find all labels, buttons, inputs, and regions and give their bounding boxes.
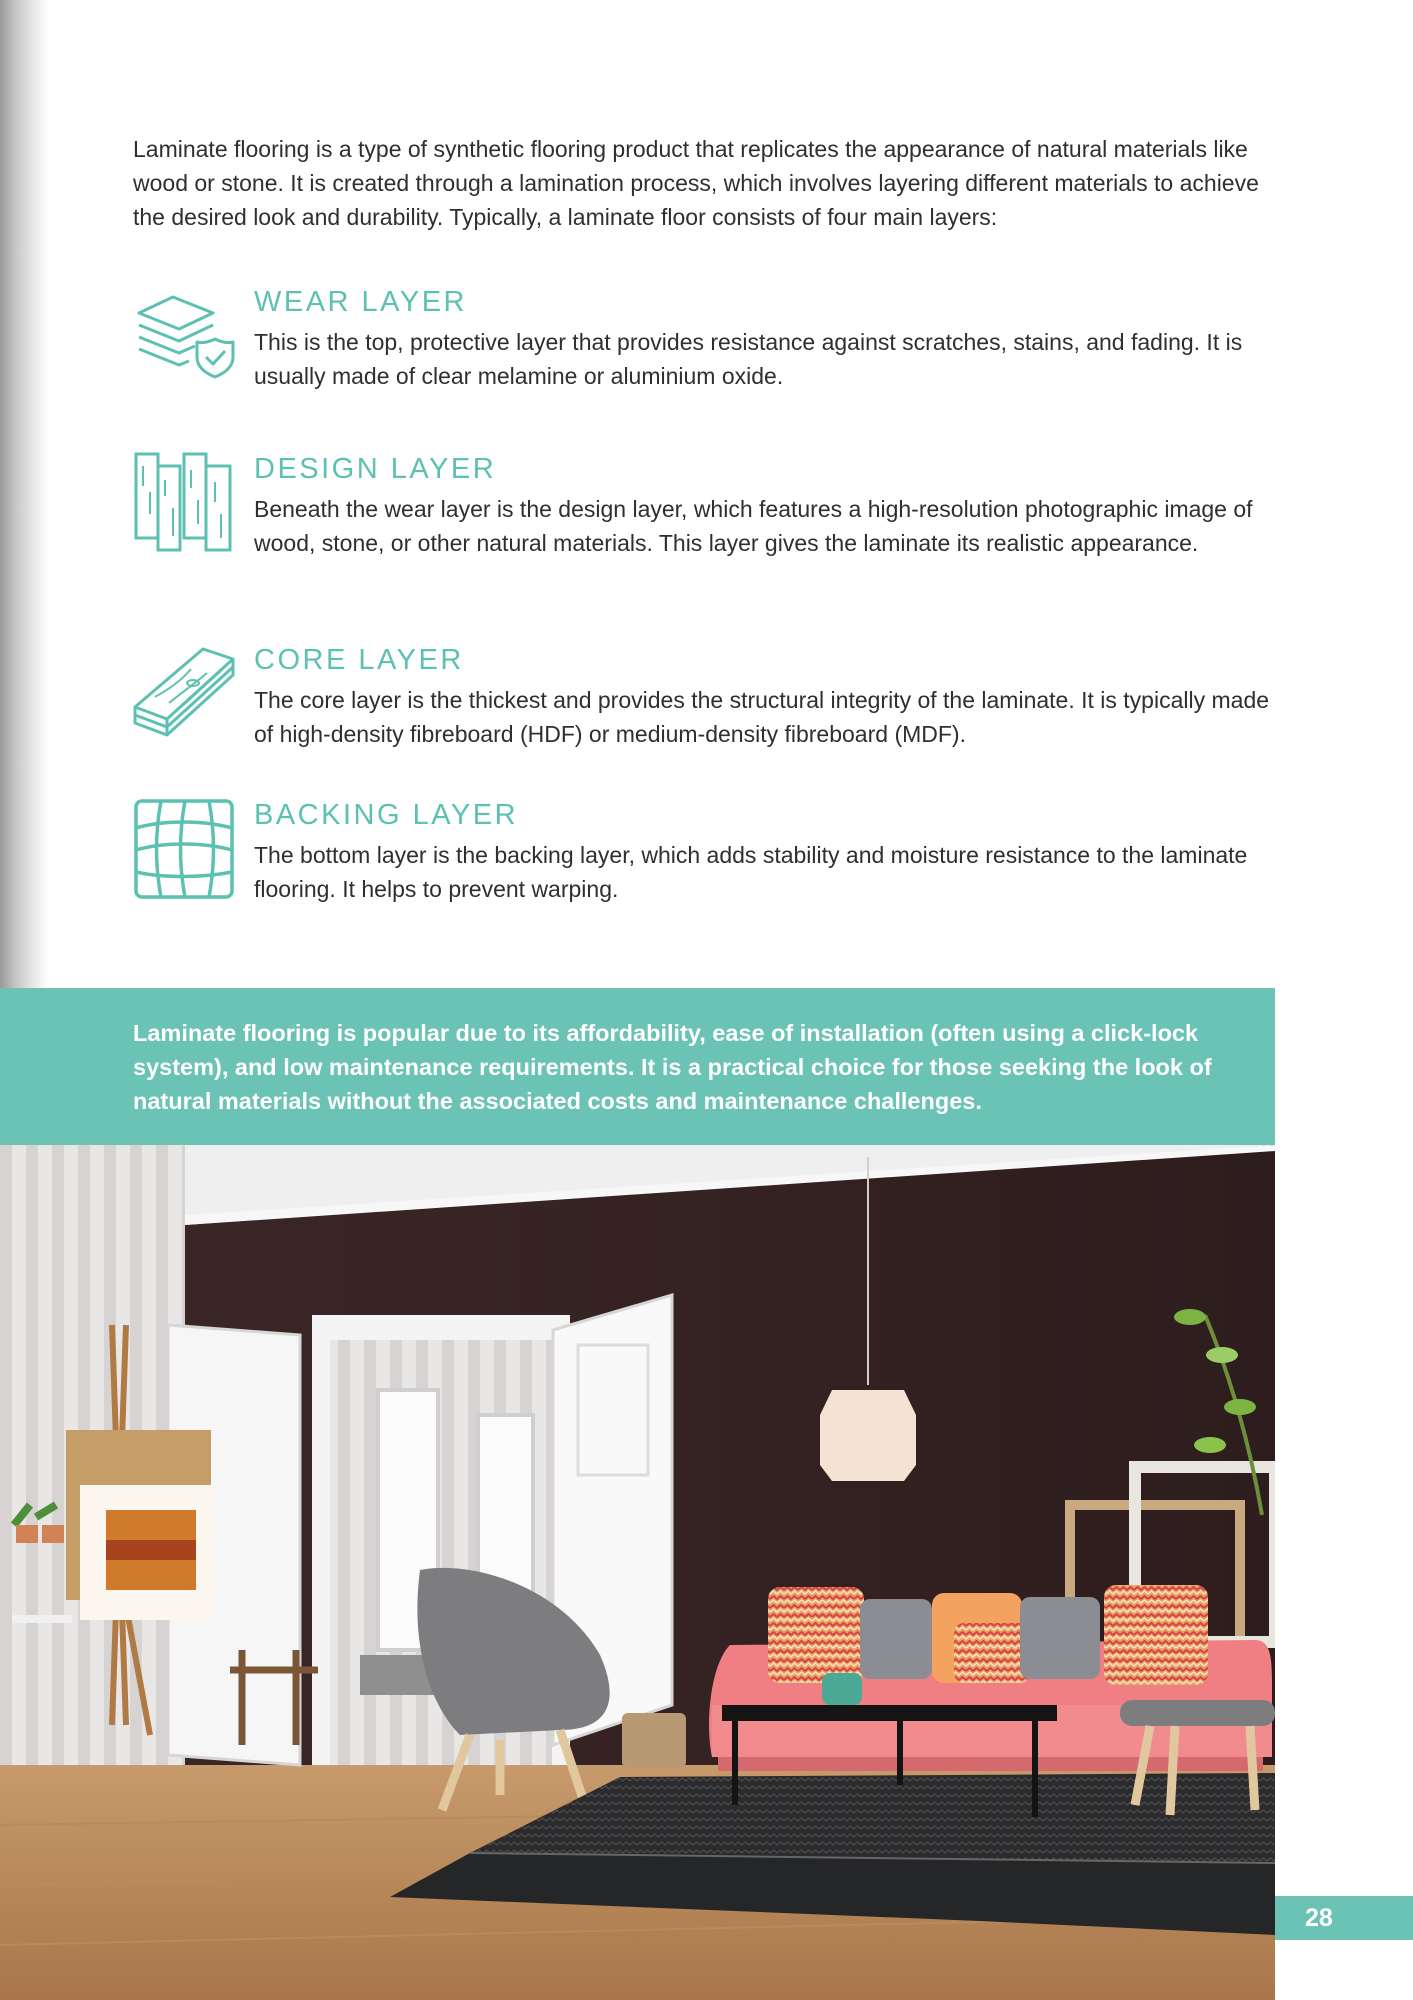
planks-icon xyxy=(133,452,235,554)
layer-title: CORE LAYER xyxy=(254,644,464,676)
layer-title: WEAR LAYER xyxy=(254,286,468,318)
layer-title: DESIGN LAYER xyxy=(254,453,497,485)
layer-body: The bottom layer is the backing layer, which adds stability and moisture resistance to the laminate flooring. It helps to prevent warping. xyxy=(254,842,1248,902)
layers-shield-icon xyxy=(133,285,235,387)
layer-body: Beneath the wear layer is the design layer, which features a high-resolution photographic image of wood, stone, or other natural materials. This layer gives the laminate its realistic appearance. xyxy=(254,496,1253,556)
layer-body: This is the top, protective layer that provides resistance against scratches, stains, and fading. It is usually made of clear melamine or aluminium oxide. xyxy=(254,329,1243,389)
living-room-photo xyxy=(0,1145,1275,2000)
layer-title: BACKING LAYER xyxy=(254,799,519,831)
intro-paragraph: Laminate flooring is a type of synthetic flooring product that replicates the appearance of natural materials like wood or stone. It is created through a lamination process, which involves layering different materials to achieve the desired look and durability. Typically, a laminate floor consists of four main layers: xyxy=(133,136,1259,230)
grid-icon xyxy=(133,798,235,900)
wood-board-icon xyxy=(133,643,235,745)
layer-body: The core layer is the thickest and provides the structural integrity of the laminate. It is typically made of high-density fibreboard (HDF) or medium-density fibreboard (MDF). xyxy=(254,687,1270,747)
page-number: 28 xyxy=(1305,1904,1333,1932)
banner-text: Laminate flooring is popular due to its affordability, ease of installation (often using a click-lock system), and low maintenance requirements. It is a practical choice for those seeking the look of natural materials without the associated costs and maintenance challenges. xyxy=(133,1020,1212,1114)
highlight-banner xyxy=(0,988,1275,1145)
page-number-tab xyxy=(1275,1896,1413,1940)
